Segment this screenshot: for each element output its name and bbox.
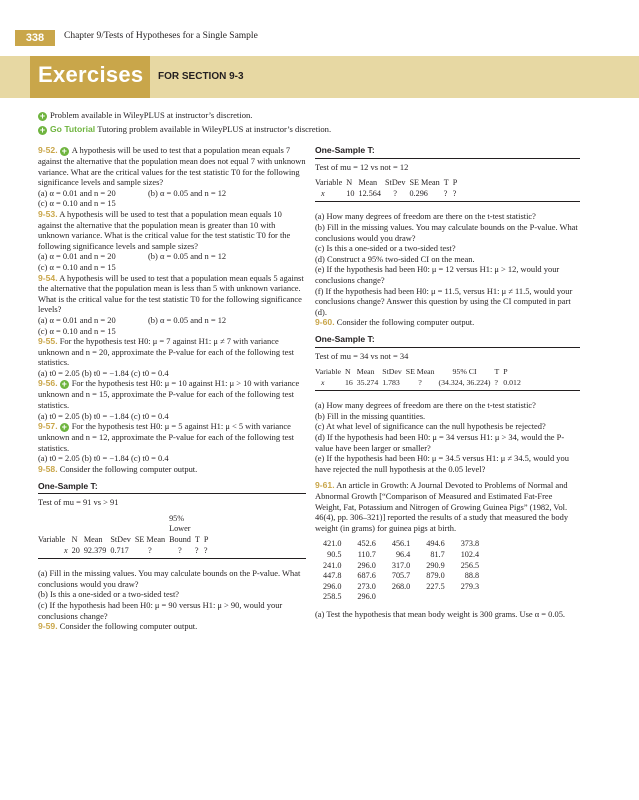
tutorial-note-text: Tutoring problem available in WileyPLUS at instructor’s discretion. <box>97 124 332 134</box>
table-cell: 879.0 <box>426 571 445 581</box>
table-cell <box>135 514 169 525</box>
table-cell: 90.5 <box>327 550 342 559</box>
question: (a) How many degrees of freedom are there on the t-test statistic? <box>315 400 536 411</box>
table-header: T <box>494 367 500 377</box>
table-cell: 92.379 <box>83 545 107 555</box>
table-header: SE Mean <box>134 535 166 544</box>
table-cell: 102.4 <box>460 550 480 559</box>
problem-9-52 <box>38 145 306 188</box>
question: (b) Fill in the missing values. You may calculate bounds on the P-value. What conclusions would you draw? <box>315 221 578 243</box>
tutorial-label: Go Tutorial <box>50 124 96 134</box>
problem-number: 9-59. <box>38 621 58 632</box>
left-column <box>38 145 306 632</box>
output-title: One-Sample T: <box>315 333 375 344</box>
question: (b) Fill in the missing quantities. <box>315 410 426 421</box>
divider <box>315 347 580 348</box>
plus-icon: + <box>39 111 46 121</box>
problem-number: 9-60. <box>315 317 335 328</box>
table-header: StDev <box>384 178 406 188</box>
problem-text: A hypothesis will be used to test that a population mean equals 7 against the alternative that the population mean does not equal 7 with unknown variance. What are the critical values for the test statistic T0 for the following significance levels and sample sizes? <box>38 145 306 188</box>
problem-text: For the hypothesis test H0: μ = 7 against H1: μ ≠ 7 with variance unknown and n = 20, approximate the P-value for each of the following test statistics. <box>38 336 294 368</box>
question: (a) Fill in the missing values. You may calculate bounds on the P-value. What conclusions would you draw? <box>38 568 301 589</box>
output-table-960 <box>315 367 525 388</box>
problem-number: 9-61. <box>315 480 335 491</box>
right-column <box>315 145 580 620</box>
table-header: Variable <box>315 367 341 377</box>
table-cell <box>110 524 134 535</box>
table-cell: 256.5 <box>460 560 480 570</box>
table-cell: 296.0 <box>323 581 342 591</box>
problem-9-58 <box>38 464 306 475</box>
table-cell: 317.0 <box>391 560 411 570</box>
table-cell: 452.6 <box>357 539 376 549</box>
table-cell: 290.9 <box>426 560 445 570</box>
page-header <box>0 30 639 46</box>
question: (e) If the hypothesis had been H0: μ = 12 versus H1: μ > 12, would your conclusions change? <box>315 264 560 285</box>
table-cell: 35.274 <box>356 377 379 387</box>
table-header: T <box>194 535 200 544</box>
table-cell: 258.5 <box>323 592 342 602</box>
table-header: N <box>346 178 353 188</box>
table-cell <box>84 524 111 535</box>
table-cell <box>418 592 452 603</box>
table-cell <box>195 514 204 525</box>
option: (a) α = 0.01 and n = 20 <box>38 251 116 262</box>
table-header: StDev <box>382 367 402 377</box>
problem-9-59 <box>38 621 306 632</box>
option: (b) α = 0.05 and n = 12 <box>148 187 227 198</box>
output-table-959 <box>315 178 461 199</box>
plus-icon: + <box>61 422 67 433</box>
table-cell: 268.0 <box>391 581 411 591</box>
plus-icon: + <box>39 125 46 135</box>
option: (a) α = 0.01 and n = 20 <box>38 314 116 325</box>
problem-number: 9-56. <box>38 378 58 389</box>
table-header: Mean <box>356 367 375 377</box>
table-cell: 241.0 <box>323 560 342 570</box>
table-cell <box>384 592 418 603</box>
table-cell <box>204 514 213 525</box>
question: (d) If the hypothesis had been H0: μ = 34 versus H1: μ > 34, would the P-value have been larger or smaller? <box>315 432 565 453</box>
plus-note <box>38 110 252 121</box>
table-cell <box>72 514 84 525</box>
question: (d) Construct a 95% two-sided CI on the mean. <box>315 253 475 264</box>
problem-9-57 <box>38 421 306 453</box>
table-cell: 88.8 <box>464 571 480 581</box>
table-cell: ? <box>148 545 152 555</box>
table-cell <box>453 592 487 603</box>
exercises-band <box>0 56 639 98</box>
running-title: Chapter 9/Tests of Hypotheses for a Single Sample <box>64 31 258 41</box>
table-cell: 273.0 <box>357 581 376 591</box>
table-cell: 81.7 <box>430 550 445 559</box>
table-cell: 20 <box>71 545 80 555</box>
table-header: Mean <box>83 535 103 544</box>
table-cell: 12.564 <box>358 188 381 198</box>
question: (a) How many degrees of freedom are there on the t-test statistic? <box>315 211 536 222</box>
table-cell <box>110 514 134 525</box>
problem-text: For the hypothesis test H0: μ = 5 against H1: μ < 5 with variance unknown and n = 12, approximate the P-value for each of the following test statistics. <box>38 421 294 453</box>
problem-9-55 <box>38 336 306 368</box>
table-cell <box>72 524 84 535</box>
problem-number: 9-52. <box>38 145 58 155</box>
output-table-958 <box>38 514 212 556</box>
question: (c) If the hypothesis had been H0: μ = 90 versus H1: μ > 90, would your conclusions change? <box>38 599 283 621</box>
table-cell: 687.6 <box>357 571 376 581</box>
table-cell: x <box>321 377 325 387</box>
table-cell: 0.296 <box>409 188 428 198</box>
problem-number: 9-55. <box>38 336 58 347</box>
table-header: P <box>452 178 458 188</box>
page-number: 338 <box>15 30 55 46</box>
table-cell <box>38 514 72 525</box>
divider <box>315 390 580 391</box>
table-header: P <box>203 535 209 544</box>
problem-text: A hypothesis will be used to test that a population mean equals 5 against the alternative that the population mean is less than 5 with unknown variance. What is the critical value for the test statistic T0 for the following significance levels? <box>38 272 304 315</box>
output-title: One-Sample T: <box>38 480 98 491</box>
question: (c) Is this a one-sided or a two-sided test? <box>315 243 456 254</box>
table-cell: 494.6 <box>426 539 445 549</box>
table-header: Variable <box>315 178 343 188</box>
table-cell: ? <box>194 545 199 555</box>
table-cell: 1.783 <box>382 377 400 387</box>
plus-icon: + <box>61 379 67 390</box>
table-cell: Lower <box>169 524 191 534</box>
options: (a) t0 = 2.05 (b) t0 = −1.84 (c) t0 = 0.4 <box>38 410 169 421</box>
table-cell: x <box>64 545 68 555</box>
options: (a) t0 = 2.05 (b) t0 = −1.84 (c) t0 = 0.4 <box>38 453 169 464</box>
table-cell: 16 <box>344 377 353 387</box>
options: (a) t0 = 2.05 (b) t0 = −1.84 (c) t0 = 0.4 <box>38 367 169 378</box>
output-test-line: Test of mu = 34 vs not = 34 <box>315 350 409 361</box>
table-cell: ? <box>178 545 182 555</box>
option: (c) α = 0.10 and n = 15 <box>38 261 116 272</box>
plus-note-text: Problem available in WileyPLUS at instructor’s discretion. <box>50 110 253 120</box>
table-header: N <box>71 535 78 544</box>
problem-number: 9-54. <box>38 272 58 283</box>
problem-number: 9-58. <box>38 464 58 475</box>
table-cell: 0.012 <box>503 377 521 387</box>
output-test-line: Test of mu = 12 vs not = 12 <box>315 161 409 172</box>
option: (b) α = 0.05 and n = 12 <box>148 251 227 262</box>
question: (c) At what level of significance can the null hypothesis be rejected? <box>315 421 546 432</box>
table-header: T <box>443 178 449 188</box>
table-cell: x <box>321 188 325 198</box>
table-header: P <box>503 367 508 377</box>
table-cell: 279.3 <box>460 581 480 591</box>
problem-9-53 <box>38 209 306 251</box>
table-cell: 373.8 <box>460 539 480 549</box>
problem-text: Consider the following computer output. <box>59 464 198 475</box>
divider <box>38 493 306 494</box>
problem-9-56 <box>38 378 306 410</box>
output-test-line: Test of mu = 91 vs > 91 <box>38 497 119 508</box>
table-cell <box>84 514 111 525</box>
table-cell: 296.0 <box>357 560 376 570</box>
option: (c) α = 0.10 and n = 15 <box>38 198 116 209</box>
table-cell: 456.1 <box>391 539 411 549</box>
problem-9-61 <box>315 480 580 533</box>
table-cell: 96.4 <box>395 550 411 559</box>
option: (a) α = 0.01 and n = 20 <box>38 187 116 198</box>
plus-icon: + <box>61 146 67 156</box>
question: (a) Test the hypothesis that mean body weight is 300 grams. Use α = 0.05. <box>315 608 566 619</box>
problem-text: For the hypothesis test H0: μ = 10 against H1: μ > 10 with variance unknown and n = 15, approximate the P-value for each of the following test statistics. <box>38 378 300 411</box>
table-cell: 447.8 <box>323 571 342 581</box>
table-cell: 0.717 <box>110 545 129 555</box>
divider <box>315 158 580 159</box>
table-cell: 296.0 <box>357 592 376 602</box>
table-header: Bound <box>169 535 191 544</box>
divider <box>315 201 580 202</box>
table-cell: 705.7 <box>391 571 411 581</box>
table-cell: ? <box>452 188 457 198</box>
table-cell: 10 <box>346 188 355 198</box>
divider <box>38 558 306 559</box>
problem-text: Consider the following computer output. <box>59 621 198 632</box>
table-cell: 95% <box>169 513 185 523</box>
table-header: 95% CI <box>452 367 477 377</box>
table-header: SE Mean <box>409 178 440 188</box>
section-label: FOR SECTION 9-3 <box>158 71 244 82</box>
question: (b) Is this a one-sided or a two-sided test? <box>38 589 180 600</box>
table-header: Variable <box>38 535 66 544</box>
table-cell: ? <box>494 377 498 387</box>
table-cell: (34.324, 36.224) <box>438 377 491 387</box>
table-cell: ? <box>418 377 422 387</box>
table-cell: 110.7 <box>357 550 376 559</box>
tutorial-note <box>38 124 331 135</box>
question: (e) If the hypothesis had been H0: μ = 34.5 versus H1: μ ≠ 34.5, would you have rejected the null hypothesis at the 0.05 level? <box>315 453 569 474</box>
table-cell: 227.5 <box>426 581 445 591</box>
table-cell <box>135 524 169 535</box>
table-cell: ? <box>443 188 448 198</box>
problem-9-60 <box>315 317 580 328</box>
problem-text: An article in Growth: A Journal Devoted to Problems of Normal and Abnormal Growth [“Comparison of Measured and Estimated Fat-Free Weight, Fat, Potassium and Nitrogen of Growing Guinea Pigs” (1982, Vol. 46(4), pp. 306–321)] reported the results of a study that measured the body weight (in grams) for guinea pigs at birth. <box>315 480 569 533</box>
table-cell: ? <box>393 188 398 198</box>
output-title: One-Sample T: <box>315 145 375 155</box>
weights-table <box>315 539 487 603</box>
table-header: N <box>344 367 351 377</box>
question: (f) If the hypothesis had been H0: μ = 11.5, versus H1: μ ≠ 11.5, would your conclusions change? Answer this question by using the CI computed in part (d). <box>315 285 573 317</box>
table-header: SE Mean <box>405 367 435 377</box>
exercises-title: Exercises <box>38 62 144 87</box>
table-header: Mean <box>358 178 378 188</box>
problem-number: 9-57. <box>38 421 58 432</box>
option: (b) α = 0.05 and n = 12 <box>148 314 227 325</box>
problem-text: A hypothesis will be used to test that a population mean equals 10 against the alternative that the population mean is greater than 10 with unknown variance. What is the critical value for the test statistic T0 for the following significance levels and sample sizes? <box>38 208 291 251</box>
option: (c) α = 0.10 and n = 15 <box>38 325 116 336</box>
table-cell: ? <box>203 545 208 555</box>
problem-text: Consider the following computer output. <box>336 317 475 328</box>
table-cell <box>204 524 213 535</box>
table-cell: 421.0 <box>323 539 342 549</box>
table-header: StDev <box>110 535 131 544</box>
problem-9-54 <box>38 273 306 315</box>
table-cell <box>195 524 204 535</box>
problem-number: 9-53. <box>38 208 58 219</box>
table-cell <box>38 524 72 535</box>
